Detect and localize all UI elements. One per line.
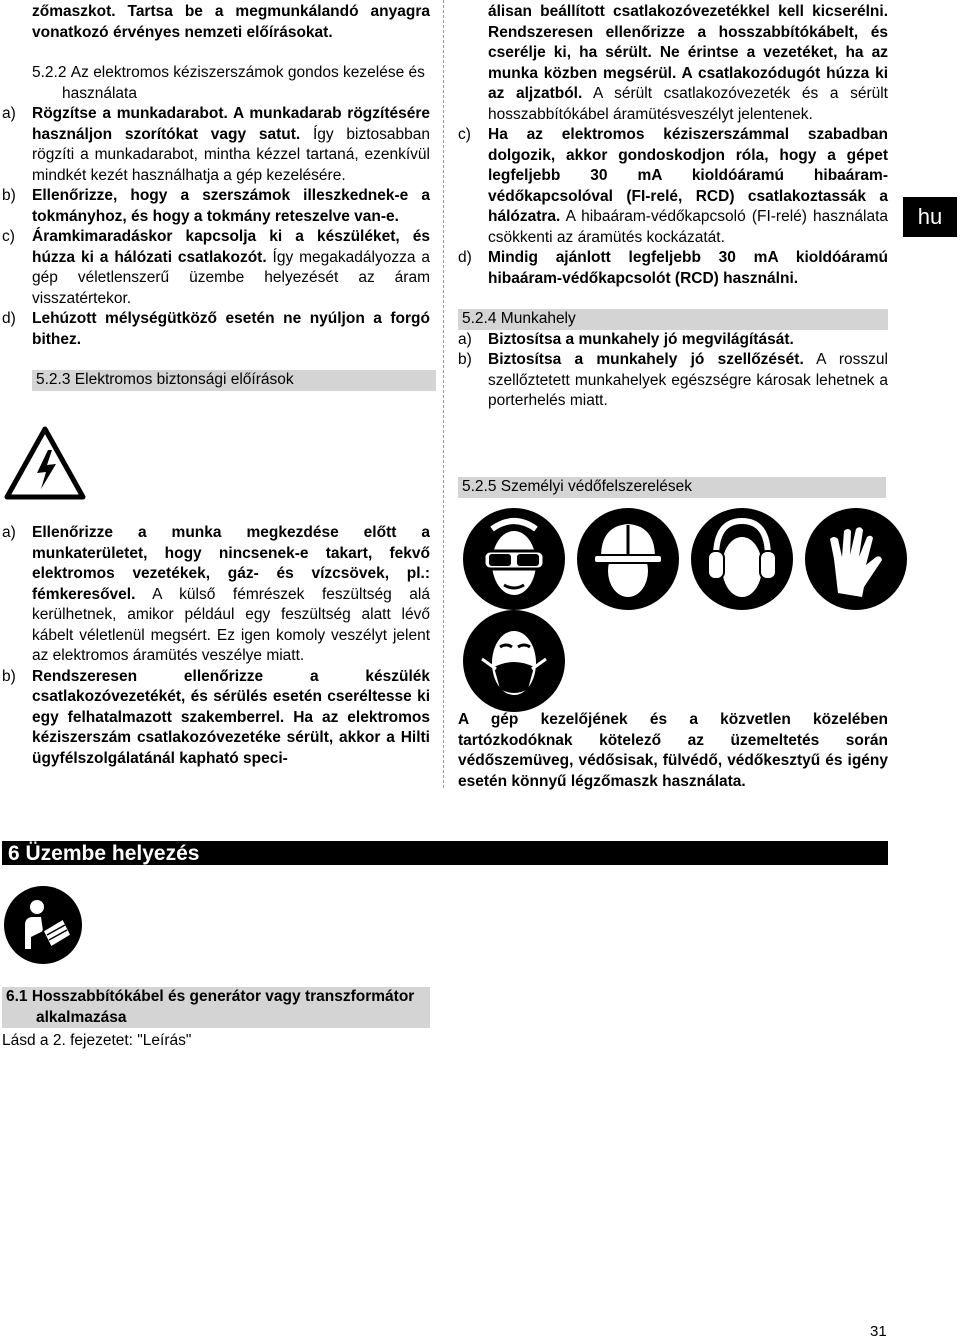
item-label: b) <box>458 351 472 368</box>
section-number: 5.2.3 <box>36 371 71 388</box>
item-text <box>32 227 430 309</box>
ppe-text: A gép kezelőjének és a közvetlen közelében tartózkodóknak kötelező az üzemeltetés során védőszemüveg, védősisak, fülvédő, védőkesztyű és igény esetén könnyű légzőmaszk használata. <box>458 711 888 790</box>
item-label: a) <box>2 524 16 541</box>
item-text <box>488 350 888 412</box>
list-5-2-2 <box>2 104 430 350</box>
item-bold-text: Biztosítsa a munkahely jó megvilágítását. <box>488 330 794 348</box>
item-text <box>32 667 430 770</box>
column-divider <box>443 0 445 788</box>
list-5-2-3-cont <box>458 125 888 289</box>
helmet-icon <box>576 507 680 611</box>
list-item <box>2 186 430 227</box>
item-bold-text: Ellenőrizze a munka megkezdése előtt a munkaterületet, hogy nincsenek-e takart, fekvő elektromos vezetékek, gáz- és vízcsövek, pl.: fémkeresővel. <box>32 524 430 603</box>
item-text <box>488 330 888 351</box>
section-number: 5.2.4 <box>462 310 497 327</box>
left-column-bottom <box>2 523 430 769</box>
item-bold-text: Biztosítsa a munkahely jó szellőzését. <box>488 351 804 368</box>
section-5-2-5-heading <box>458 477 886 498</box>
list-item <box>2 667 430 770</box>
continued-text: zőmaszkot. Tartsa be a megmunkálandó anyagra vonatkozó érvényes nemzeti előírásokat. <box>32 3 430 41</box>
item-normal-text: A rosszul szellőztetett munkahelyek egészségre károsak lehetnek a porterhelés miatt. <box>488 351 888 409</box>
list-item <box>458 330 888 351</box>
list-item <box>2 523 430 667</box>
item-bold-text: Áramkimaradáskor kapcsolja ki a készüléket, és húzza ki a hálózati csatlakozót. <box>32 228 430 266</box>
item-text <box>32 309 430 350</box>
section-6-1-heading <box>2 987 430 1028</box>
item-normal-text: Így megakadályozza a gép véletlenszerű üzembe helyezését az áram visszatértekor. <box>32 248 430 307</box>
section-title: Munkahely <box>500 310 576 327</box>
section-number: 5.2.2 <box>32 64 67 81</box>
list-item <box>458 248 888 289</box>
item-text <box>488 248 888 289</box>
continued-bold: álisan beállított csatlakozóvezetékkel kell kicserélni. Rendszeresen ellenőrizze a hosszabbítókábelt, és cserélje ki, ha sérült. Ne érintse a vezetéket, ha az munka közben megsérül. A csatlakozódugót húzza ki az aljzatból. <box>488 3 888 102</box>
electric-warning-icon <box>4 426 86 500</box>
continued-normal: A sérült csatlakozóvezeték és a sérült hosszabbítókábel áramütésveszélyt jelentenek. <box>488 85 888 123</box>
right-column <box>458 2 888 412</box>
language-tab: hu <box>903 197 957 237</box>
item-label: c) <box>458 126 471 143</box>
continued-text <box>458 2 888 125</box>
list-item <box>2 104 430 186</box>
section-6-1-text: Lásd a 2. fejezetet: "Leírás" <box>2 1032 192 1049</box>
list-item <box>2 227 430 309</box>
section-5-2-2-heading <box>2 63 430 104</box>
section-title: Az elektromos kéziszerszámok gondos kezelése és használata <box>62 64 425 102</box>
item-label: b) <box>2 667 16 685</box>
section-title: Hosszabbítókábel és generátor vagy transzformátor alkalmazása <box>31 988 415 1026</box>
item-label: a) <box>2 105 16 122</box>
item-label: c) <box>2 228 15 245</box>
gloves-icon <box>804 507 908 611</box>
section-5-2-3-heading <box>32 370 436 391</box>
eye-protection-icon <box>462 507 566 611</box>
item-normal-text: A hibaáram-védőkapcsoló (FI-relé) használata csökkenti az áramütés kockázatát. <box>488 208 888 246</box>
item-normal-text: A külső fémrészek feszültség alá kerülhetnek, amikor például egy feszültség alatt lévő kábelt véletlenül megsért. Ez igen komoly veszélyt jelent az elektromos áramütés veszélye miatt. <box>32 585 430 664</box>
item-label: a) <box>458 330 472 348</box>
section-number: 5.2.5 <box>462 478 497 495</box>
item-bold-text: Mindig ajánlott legfeljebb 30 mA kioldóáramú hibaáram-védőkapcsolót (RCD) használni. <box>488 249 888 287</box>
item-bold-text: Ellenőrizze, hogy a szerszámok illeszkednek-e a tokmányhoz, és hogy a tokmány reteszelve van-e. <box>32 187 430 225</box>
item-bold-text: Lehúzott mélységütköző esetén ne nyúljon a forgó bithez. <box>32 310 430 348</box>
list-item <box>458 125 888 248</box>
item-bold-text: Rögzítse a munkadarabot. A munkadarab rögzítésére használjon szorítókat vagy satut. <box>32 105 430 143</box>
list-5-2-3 <box>2 523 430 769</box>
list-item <box>458 350 888 412</box>
section-5-2-4-heading <box>458 309 888 330</box>
item-text <box>32 186 430 227</box>
item-bold-text: Ha az elektromos kéziszerszámmal szabadban dolgozik, akkor gondoskodjon róla, hogy a gépet legfeljebb 30 mA kioldóáramú hibaáram-védőkapcsolóval (FI-relé, RCD) csatlakoztassák a hálózatra. <box>488 126 888 225</box>
left-column <box>2 2 430 391</box>
list-item <box>2 309 430 350</box>
item-bold-text: Rendszeresen ellenőrizze a készülék csatlakozóvezetékét, és sérülés esetén cseréltesse ki egy felhatalmazott szakemberrel. Ha az elektromos kéziszerszám csatlakozóvezetéke sérült, akkor a Hilti ügyfélszolgálatánál kapható speci- <box>32 667 430 767</box>
list-5-2-4 <box>458 330 888 412</box>
chapter-heading: 6 Üzembe helyezés <box>2 841 888 865</box>
ear-protection-icon <box>690 507 794 611</box>
section-title: Személyi védőfelszerelések <box>500 478 693 495</box>
page-number: 31 <box>870 1323 887 1340</box>
item-text <box>32 104 430 186</box>
read-manual-icon <box>3 885 83 965</box>
item-label: d) <box>458 249 472 266</box>
section-number: 6.1 <box>6 988 28 1005</box>
item-text <box>32 523 430 667</box>
section-title: Elektromos biztonsági előírások <box>74 371 294 388</box>
item-label: b) <box>2 187 16 204</box>
item-normal-text: Így biztosabban rögzíti a munkadarabot, mintha kézzel tartaná, ezenkívül mindkét kezét használhatja a gép kezelésére. <box>32 125 430 184</box>
item-label: d) <box>2 310 16 327</box>
respirator-icon <box>462 609 566 713</box>
item-text <box>488 125 888 248</box>
